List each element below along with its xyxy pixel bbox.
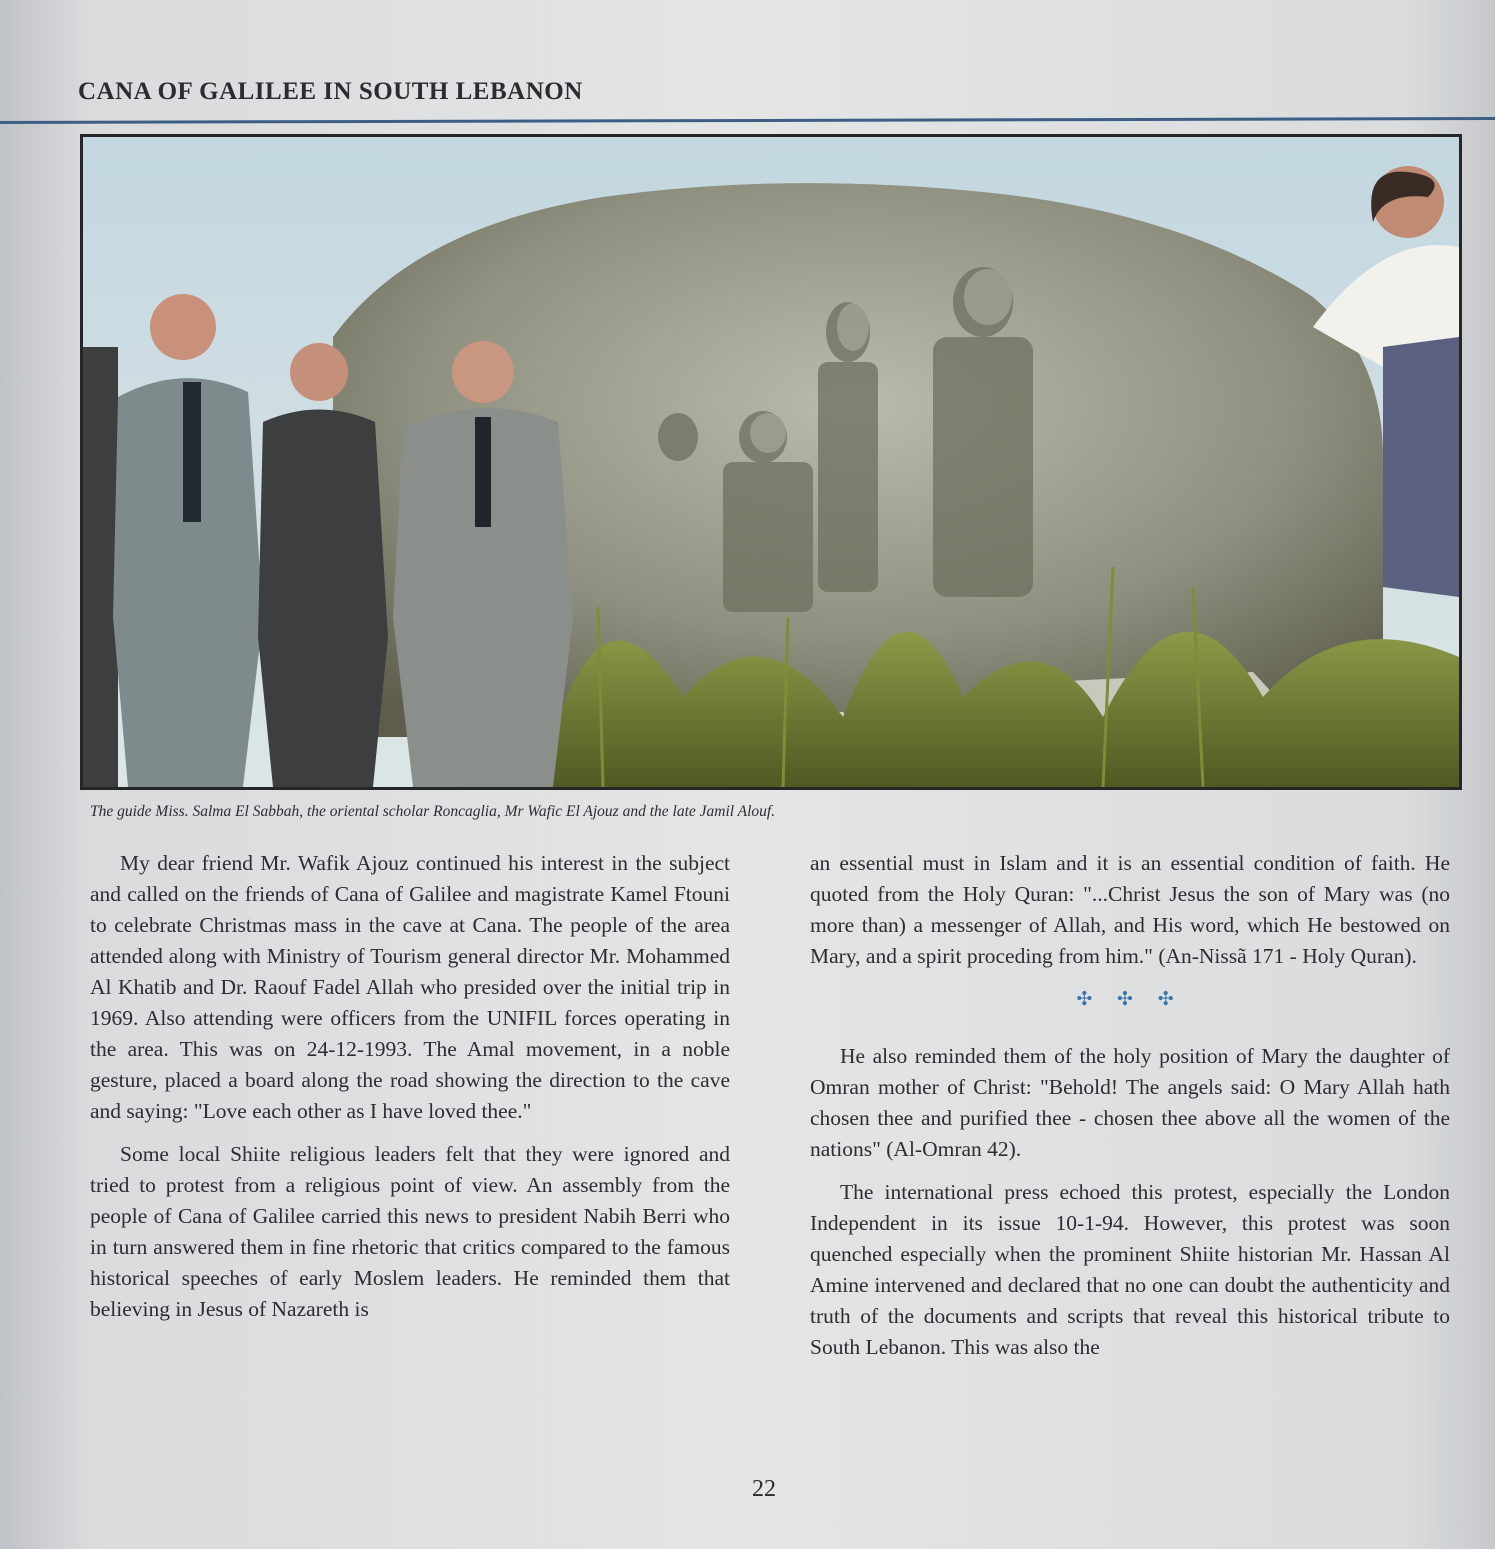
photo [80,134,1462,790]
running-head: CANA OF GALILEE IN SOUTH LEBANON [78,78,583,105]
section-ornament: ✣ ✣ ✣ [1076,989,1184,1010]
paragraph: He also reminded them of the holy position of Mary the daughter of Omran mother of Christ: "Behold! The angels said: O Mary Allah hath chosen thee and purified thee - chosen thee above all the women of the nations" (Al-Omran 42). [810,1044,1450,1161]
header-rule [0,117,1495,124]
photo-caption: The guide Miss. Salma El Sabbah, the oriental scholar Roncaglia, Mr Wafic El Ajouz and the late Jamil Alouf. [90,803,776,820]
paragraph-continuation: an essential must in Islam and it is an essential condition of faith. He quoted from the Holy Quran: "...Christ Jesus the son of Mary was (no more than) a messenger of Allah, and His word, which He bestowed on Mary, and a spirit proceding from him." (An-Nissã 171 - Holy Quran). [810,851,1450,968]
page-number: 22 [752,1476,776,1502]
right-column [810,848,1450,1375]
left-column [90,848,730,1337]
paragraph: The international press echoed this protest, especially the London Independent in its issue 10-1-94. However, this protest was soon quenched especially when the prominent Shiite historian Mr. Hassan Al Amine intervened and declared that no one can doubt the authenticity and truth of the documents and scripts that reveal this historical tribute to South Lebanon. This was also the [810,1180,1450,1359]
photo-people-beside-carved-rock-icon [83,137,1459,787]
paragraph: Some local Shiite religious leaders felt that they were ignored and tried to protest from a religious point of view. An assembly from the people of Cana of Galilee carried this news to president Nabih Berri who in turn answered them in fine rhetoric that critics compared to the famous historical speeches of early Moslem leaders. He reminded them that believing in Jesus of Nazareth is [90,1142,730,1321]
paragraph: My dear friend Mr. Wafik Ajouz continued his interest in the subject and called on the friends of Cana of Galilee and magistrate Kamel Ftouni to celebrate Christmas mass in the cave at Cana. The people of the area attended along with Ministry of Tourism general director Mr. Mohammed Al Khatib and Dr. Raouf Fadel Allah who presided over the initial trip in 1969. Also attending were officers from the UNIFIL forces operating in the area. This was on 24-12-1993. The Amal movement, in a noble gesture, placed a board along the road showing the direction to the cave and saying: "Love each other as I have loved thee." [90,851,730,1123]
